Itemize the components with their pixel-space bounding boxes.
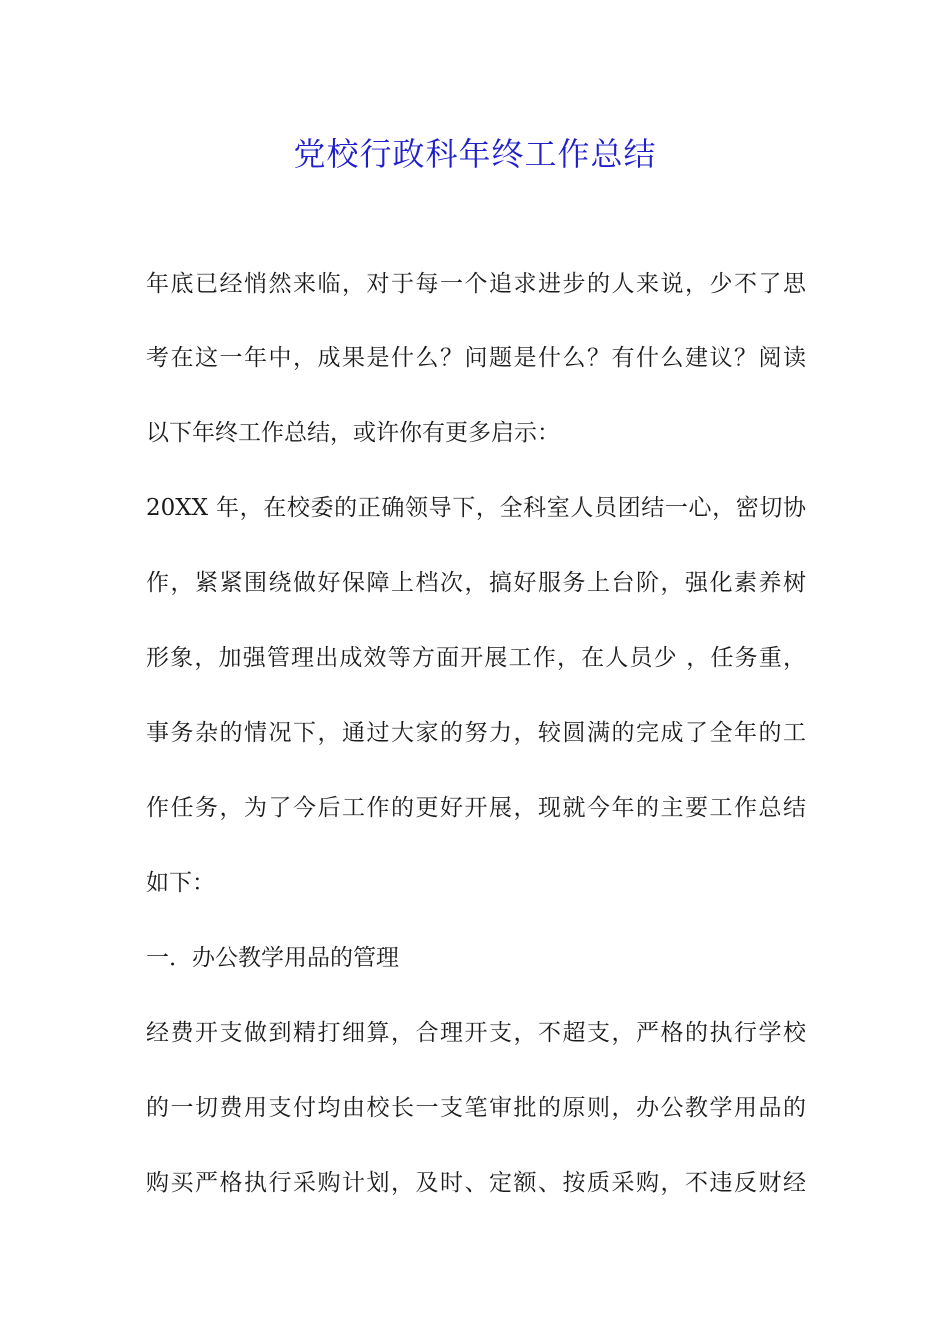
- body-line-2: 作，紧紧围绕做好保障上档次，搞好服务上台阶，强化素养树: [146, 570, 806, 596]
- body-line-6: 如下：: [146, 870, 215, 896]
- document-title: 党校行政科年终工作总结: [293, 135, 657, 173]
- intro-line-2: 考在这一年中，成果是什么？问题是什么？有什么建议？阅读: [146, 345, 806, 371]
- body-line-3: 形象，加强管理出成效等方面开展工作，在人员少 ，任务重，: [146, 645, 806, 671]
- section-line-2: 的一切费用支付均由校长一支笔审批的原则，办公教学用品的: [146, 1095, 806, 1121]
- body-line-1: 20XX 年，在校委的正确领导下，全科室人员团结一心，密切协: [146, 495, 806, 521]
- body-line-5: 作任务，为了今后工作的更好开展，现就今年的主要工作总结: [146, 795, 806, 821]
- intro-line-3: 以下年终工作总结，或许你有更多启示：: [146, 420, 560, 446]
- section-line-3: 购买严格执行采购计划，及时、定额、按质采购，不违反财经: [146, 1170, 806, 1196]
- section-line-1: 经费开支做到精打细算，合理开支，不超支，严格的执行学校: [146, 1020, 806, 1046]
- section-heading-1: 一．办公教学用品的管理: [146, 945, 399, 971]
- intro-line-1: 年底已经悄然来临，对于每一个追求进步的人来说，少不了思: [146, 271, 806, 297]
- body-line-4: 事务杂的情况下，通过大家的努力，较圆满的完成了全年的工: [146, 720, 806, 746]
